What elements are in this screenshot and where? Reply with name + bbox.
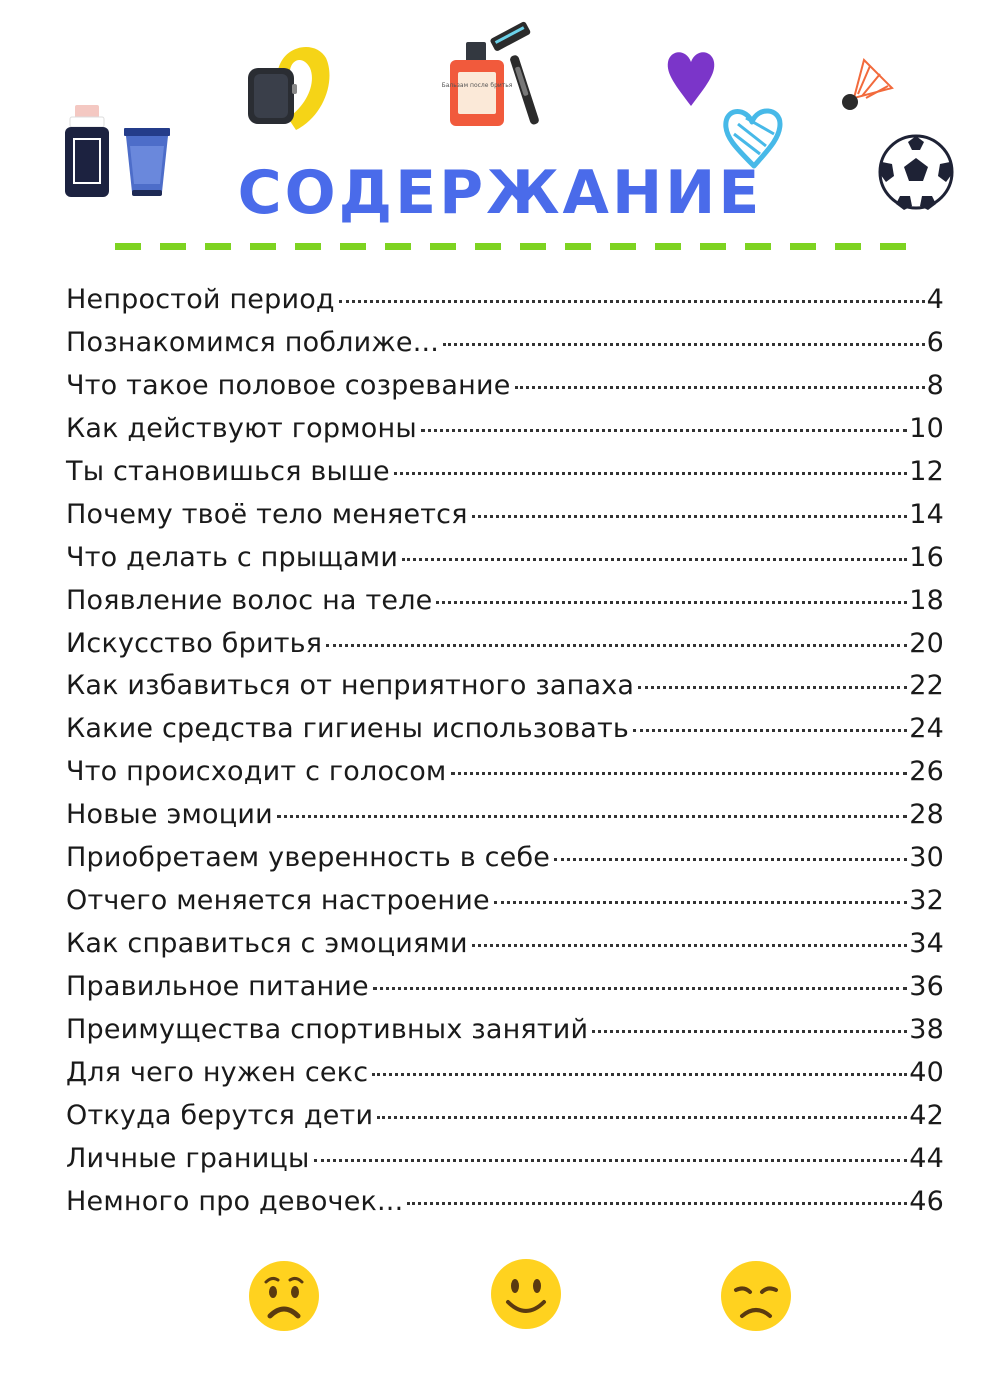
dot-leader — [638, 686, 907, 689]
dot-leader — [472, 944, 907, 947]
razor-icon — [490, 26, 552, 130]
page-title: СОДЕРЖАНИЕ — [237, 158, 763, 228]
toc-entry-page: 18 — [909, 584, 944, 616]
toc-entry-title: Как справиться с эмоциями — [66, 928, 468, 960]
toc-entry[interactable] — [66, 799, 944, 842]
toc-entry[interactable] — [66, 885, 944, 928]
toc-entry[interactable] — [66, 1014, 944, 1057]
toc-entry-page: 44 — [909, 1142, 944, 1174]
dot-leader — [421, 429, 907, 432]
toc-entry-page: 16 — [909, 541, 944, 573]
dot-leader — [339, 300, 925, 303]
toc-entry-page: 8 — [926, 369, 944, 401]
dot-leader — [402, 558, 907, 561]
toc-entry-title: Отчего меняется настроение — [66, 885, 490, 917]
toc-entry-title: Непростой период — [66, 284, 335, 315]
toc-entry[interactable] — [66, 756, 944, 799]
dot-leader — [494, 901, 907, 904]
toc-entry-page: 14 — [909, 498, 944, 530]
toc-entry[interactable] — [66, 499, 944, 542]
dot-leader — [394, 472, 907, 475]
toc-entry-title: Личные границы — [66, 1142, 310, 1174]
worried-emoji-icon — [246, 1258, 322, 1334]
toc-entry-title: Для чего нужен секс — [66, 1056, 369, 1088]
toc-entry-title: Новые эмоции — [66, 799, 273, 831]
toc-entry-title: Почему твоё тело меняется — [66, 498, 468, 530]
toc-entry-title: Откуда берутся дети — [66, 1099, 374, 1131]
toc-entry-page: 46 — [909, 1185, 944, 1217]
dot-leader — [592, 1030, 907, 1033]
dot-leader — [277, 815, 907, 818]
toc-entry[interactable] — [66, 628, 944, 671]
toc-entry[interactable] — [66, 1100, 944, 1143]
toc-entry[interactable] — [66, 542, 944, 585]
toc-entry-page: 36 — [909, 971, 944, 1002]
toc-entry-title: Что делать с прыщами — [66, 541, 399, 573]
toc-entry-page: 34 — [909, 928, 944, 960]
table-of-contents — [66, 284, 944, 1229]
dot-leader — [633, 729, 907, 732]
toc-entry-page: 12 — [909, 455, 944, 487]
dot-leader — [515, 386, 925, 389]
toc-entry-page: 32 — [909, 885, 944, 917]
toc-entry-title: Правильное питание — [66, 971, 369, 1002]
toc-entry-page: 24 — [909, 713, 944, 745]
toc-entry[interactable] — [66, 284, 944, 327]
toc-entry-title: Как избавиться от неприятного запаха — [66, 670, 635, 702]
dot-leader — [407, 1202, 907, 1205]
toc-entry-page: 20 — [909, 627, 944, 659]
toc-entry-title: Появление волос на теле — [66, 584, 433, 616]
toc-entry[interactable] — [66, 971, 944, 1014]
toc-entry[interactable] — [66, 1143, 944, 1186]
toc-entry[interactable] — [66, 928, 944, 971]
sad-emoji-icon — [718, 1258, 794, 1334]
dot-leader — [554, 858, 907, 861]
toc-entry-title: Какие средства гигиены использовать — [66, 713, 629, 745]
toc-entry-page: 22 — [909, 670, 944, 702]
dot-leader — [451, 772, 908, 775]
toc-entry[interactable] — [66, 842, 944, 885]
dot-leader — [436, 601, 907, 604]
toc-entry-page: 38 — [909, 1013, 944, 1045]
purple-heart-icon — [666, 48, 716, 108]
toc-entry-page: 40 — [909, 1056, 944, 1088]
toc-entry[interactable] — [66, 1186, 944, 1229]
toc-entry-page: 6 — [926, 326, 944, 358]
toc-entry-title: Немного про девочек... — [66, 1185, 404, 1217]
toc-entry-title: Что происходит с голосом — [66, 756, 447, 788]
toc-entry-title: Познакомимся поближе... — [66, 326, 440, 358]
smartwatch-icon — [244, 40, 334, 132]
toc-entry-title: Преимущества спортивных занятий — [66, 1013, 589, 1045]
dot-leader — [443, 343, 925, 346]
toc-entry-page: 28 — [909, 799, 944, 831]
aftershave-label: Бальзам после бритья — [441, 82, 513, 89]
toc-entry[interactable] — [66, 327, 944, 370]
toc-entry[interactable] — [66, 456, 944, 499]
toc-entry-page: 30 — [909, 842, 944, 874]
toc-entry[interactable] — [66, 585, 944, 628]
toc-entry-title: Искусство бритья — [66, 627, 323, 659]
smiling-emoji-icon — [488, 1256, 564, 1332]
toc-entry-title: Как действуют гормоны — [66, 412, 417, 444]
dashed-divider — [115, 243, 910, 250]
toc-entry[interactable] — [66, 1057, 944, 1100]
toc-entry-page: 26 — [909, 756, 944, 788]
toc-entry[interactable] — [66, 670, 944, 713]
toc-entry[interactable] — [66, 713, 944, 756]
shuttlecock-icon — [840, 56, 896, 112]
toc-entry[interactable] — [66, 413, 944, 456]
dot-leader — [377, 1116, 907, 1119]
toc-entry-title: Ты становишься выше — [66, 455, 390, 487]
toc-entry[interactable] — [66, 370, 944, 413]
dot-leader — [314, 1159, 908, 1162]
toc-entry-title: Что такое половое созревание — [66, 369, 511, 401]
dot-leader — [373, 987, 907, 990]
toc-entry-page: 42 — [909, 1099, 944, 1131]
dot-leader — [472, 515, 908, 518]
toc-entry-page: 4 — [926, 284, 944, 315]
dot-leader — [326, 644, 907, 647]
dot-leader — [372, 1073, 907, 1076]
toc-entry-page: 10 — [909, 412, 944, 444]
toc-entry-title: Приобретаем уверенность в себе — [66, 842, 551, 874]
